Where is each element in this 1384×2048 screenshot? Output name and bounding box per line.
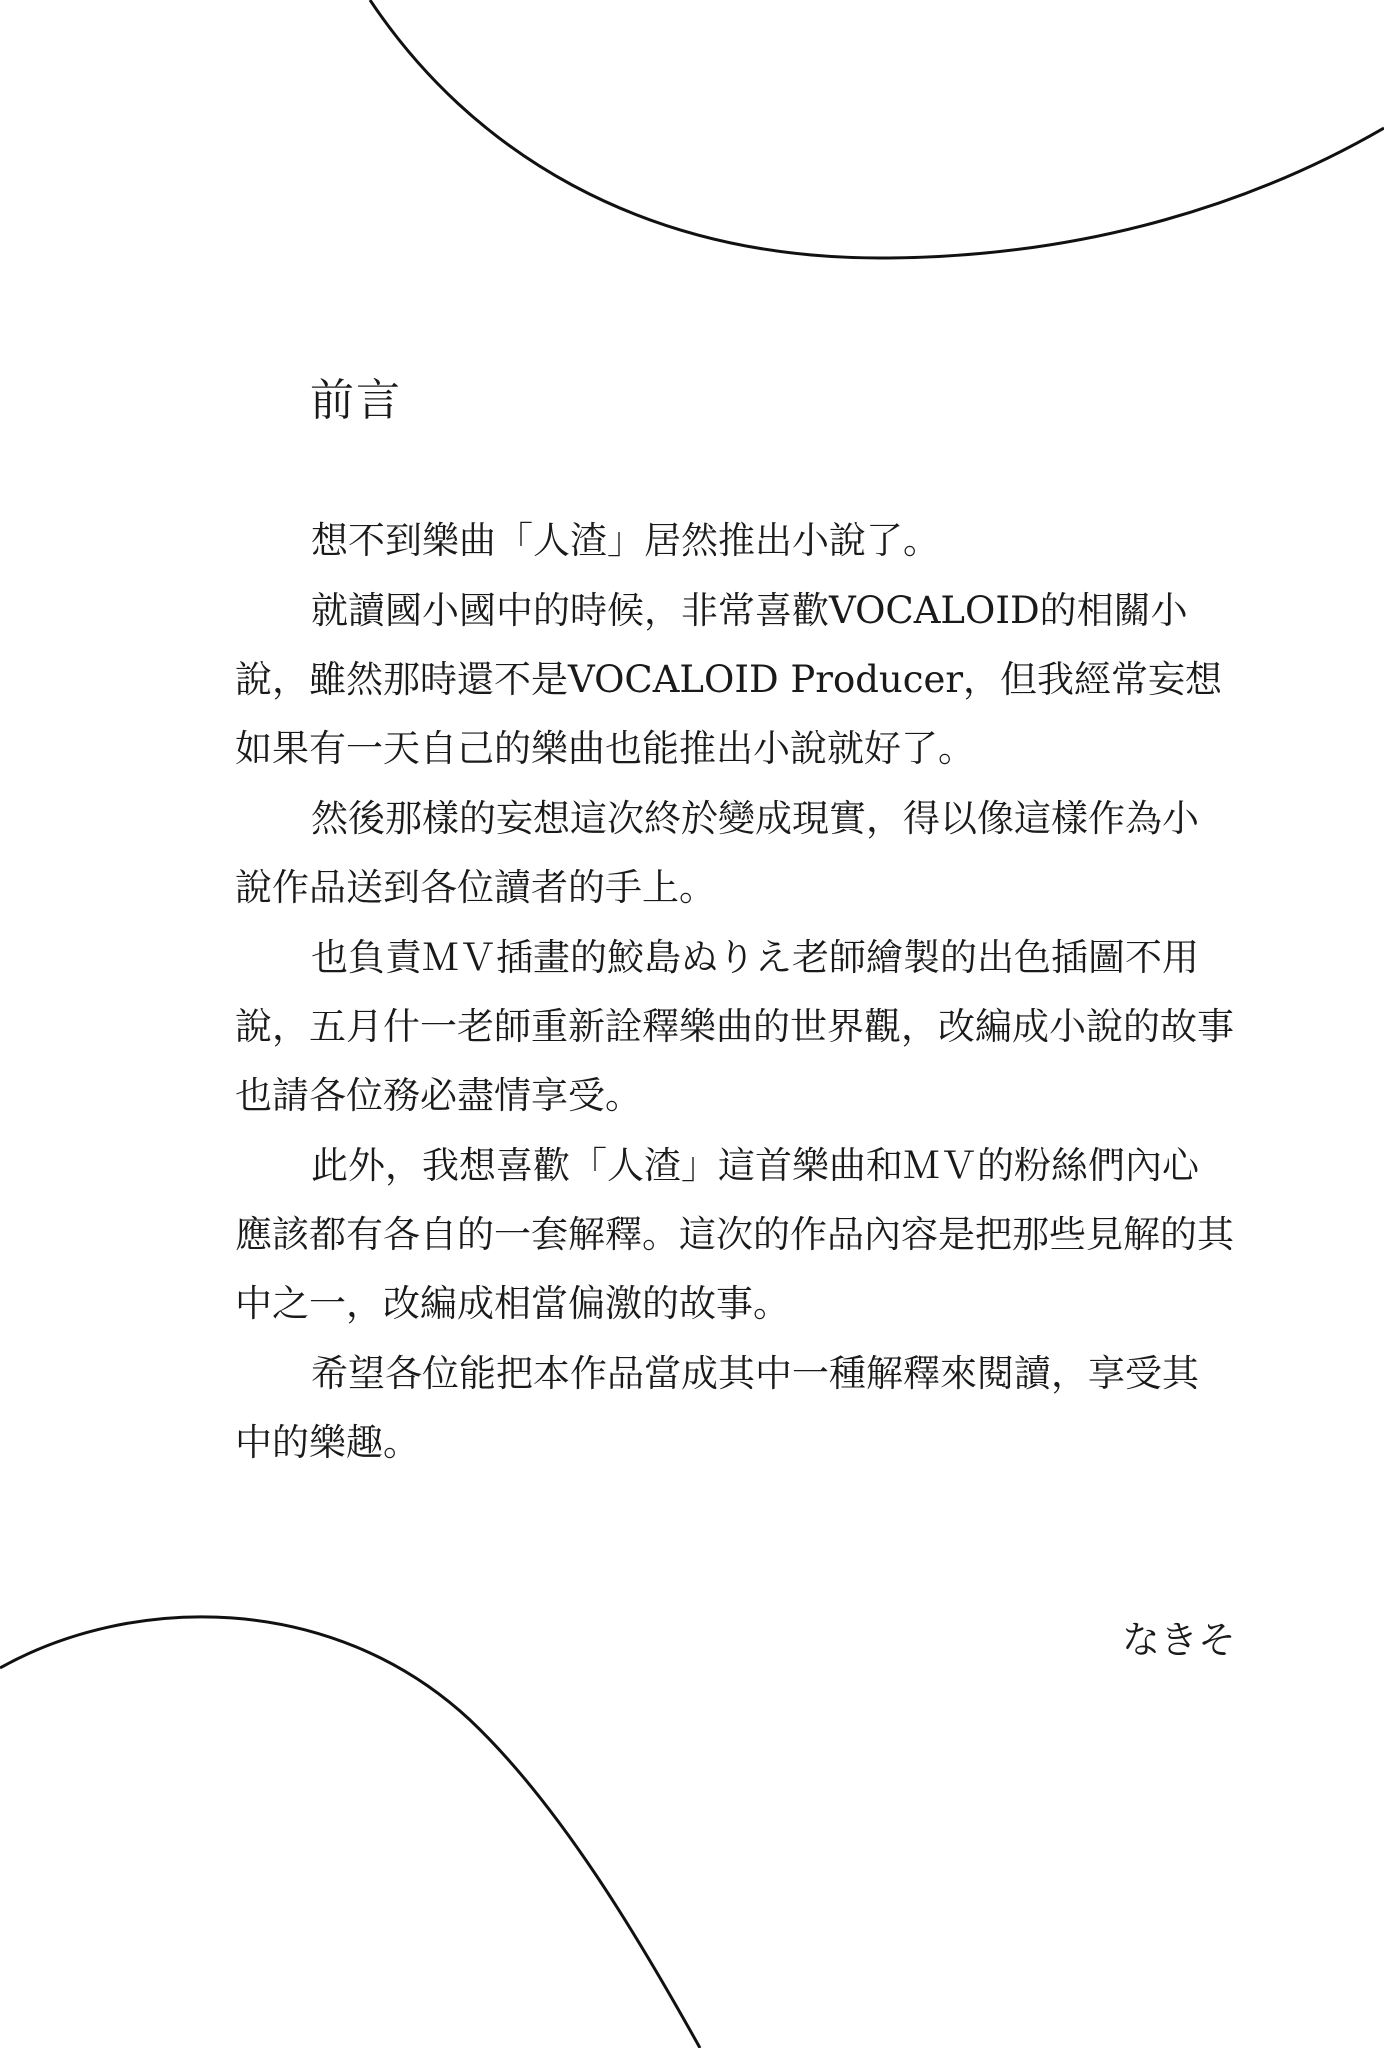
page-title: 前言 — [310, 375, 402, 426]
paragraph: 希望各位能把本作品當成其中一種解釋來閱讀，享受其中的樂趣。 — [235, 1352, 1199, 1464]
paragraph: 然後那樣的妄想這次終於變成現實，得以像這樣作為小說作品送到各位讀者的手上。 — [235, 797, 1199, 909]
paragraph: 也負責ＭＶ插畫的鮫島ぬりえ老師繪製的出色插圖不用說，五月什一老師重新詮釋樂曲的世界觀，改編成小說的故事也請各位務必盡情享受。 — [235, 936, 1234, 1117]
preface-body — [235, 506, 1235, 1478]
bottom-arc-line — [0, 1617, 700, 2048]
paragraph: 想不到樂曲「人渣」居然推出小說了。 — [311, 519, 940, 562]
paragraph: 就讀國小國中的時候，非常喜歡VOCALOID的相關小說，雖然那時還不是VOCALOID Producer，但我經常妄想如果有一天自己的樂曲也能推出小說就好了。 — [235, 589, 1223, 770]
top-arc-line — [370, 0, 1384, 258]
paragraph: 此外，我想喜歡「人渣」這首樂曲和ＭＶ的粉絲們內心應該都有各自的一套解釋。這次的作品內容是把那些見解的其中之一，改編成相當偏激的故事。 — [235, 1144, 1234, 1325]
author-signature: なきそ — [1121, 1618, 1236, 1662]
